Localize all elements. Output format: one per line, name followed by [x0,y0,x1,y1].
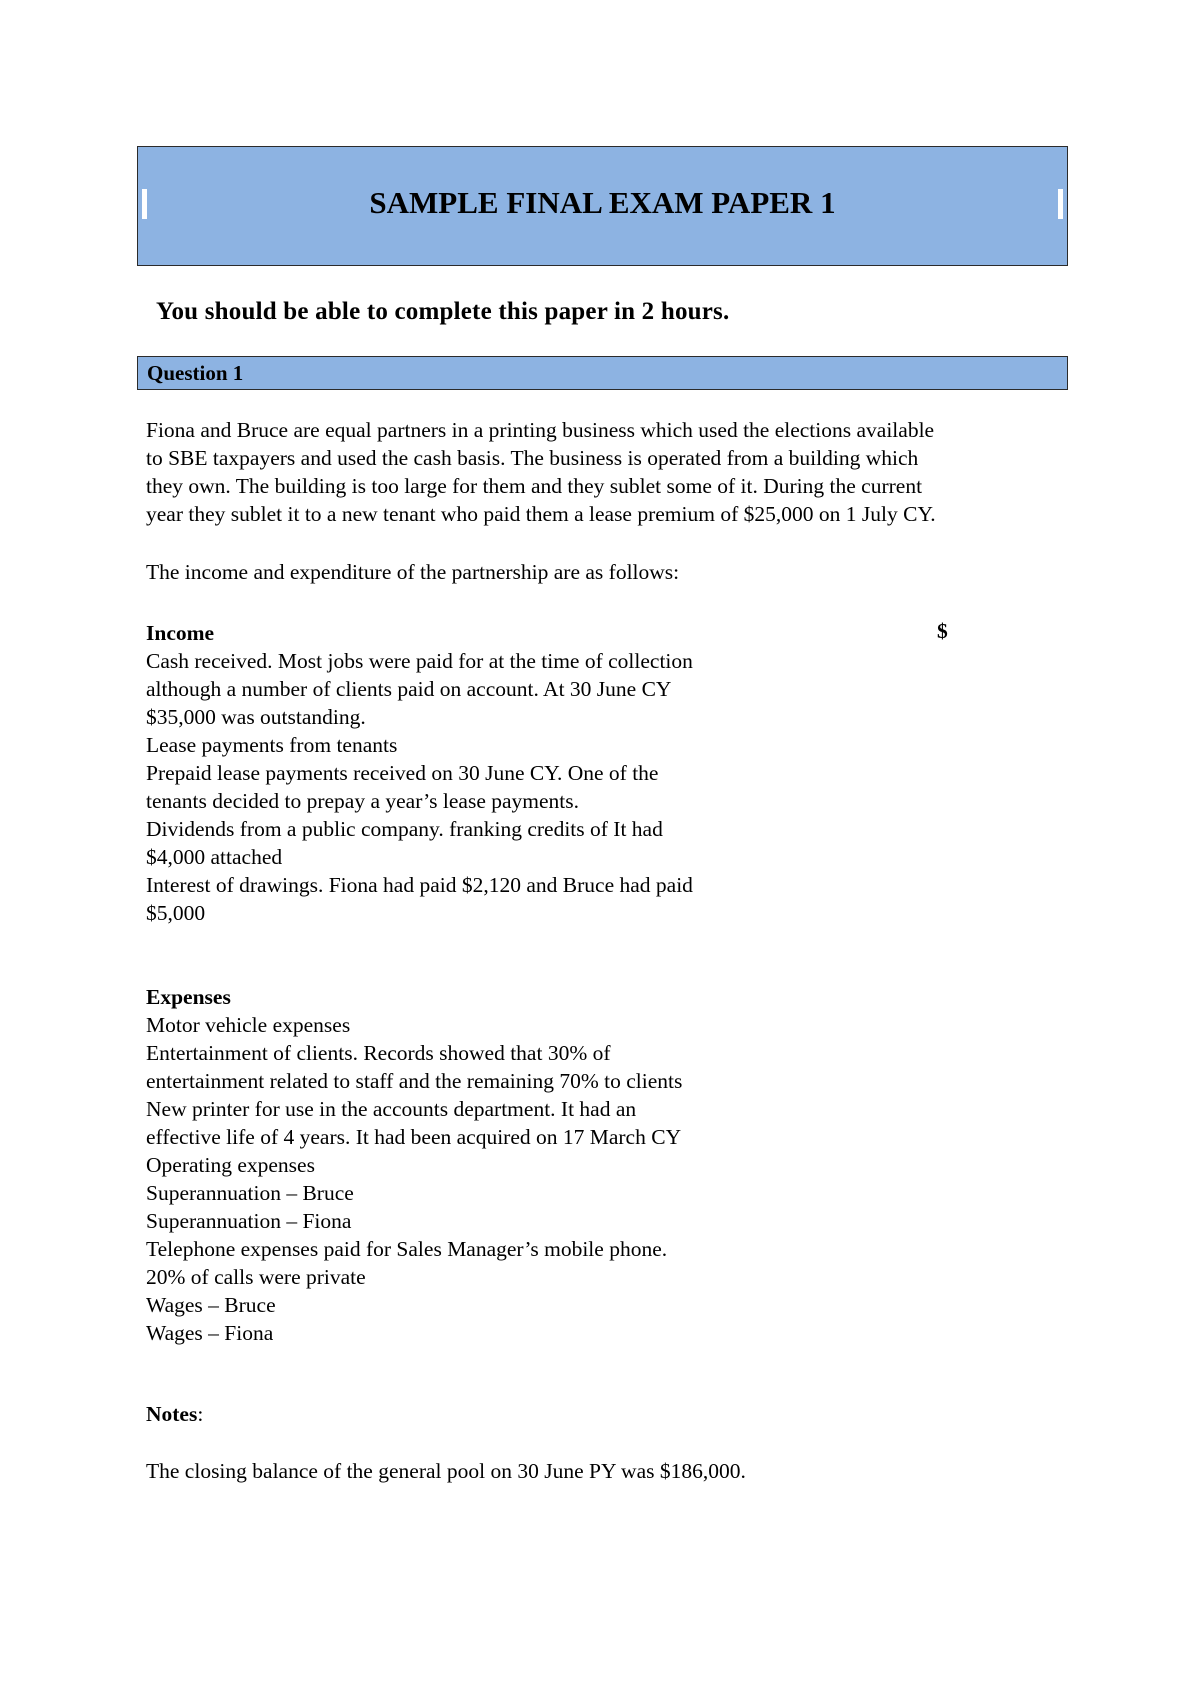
intro-line: year they sublet it to a new tenant who paid them a lease premium of $25,000 on 1 July CY. [146,502,936,526]
notes-text: The closing balance of the general pool on 30 June PY was $186,000. [146,1459,746,1483]
notes-heading-colon: : [197,1402,204,1426]
income-heading: Income [146,621,215,645]
question-label: Question 1 [147,361,244,385]
question-header-bar [137,356,1068,390]
income-line: $5,000 [146,901,206,925]
expense-line: Wages – Fiona [146,1321,274,1345]
expense-line: Telephone expenses paid for Sales Manager’s mobile phone. [146,1237,668,1261]
notes-heading: Notes [146,1402,198,1426]
title-banner [137,146,1068,266]
notes-heading-row [146,1400,1056,1428]
intro-line: to SBE taxpayers and used the cash basis. The business is operated from a building which [146,446,919,470]
currency-column-header: $ [937,619,948,643]
income-section [146,619,1056,927]
income-line: Dividends from a public company. franking credits of It had [146,817,663,841]
time-instruction: You should be able to complete this paper in 2 hours. [156,298,730,325]
expense-line: New printer for use in the accounts department. It had an [146,1097,637,1121]
expense-line: Wages – Bruce [146,1293,276,1317]
statement: The income and expenditure of the partnership are as follows: [146,560,680,584]
expense-line: Motor vehicle expenses [146,1013,351,1037]
expense-line: entertainment related to staff and the remaining 70% to clients [146,1069,683,1093]
income-line: although a number of clients paid on account. At 30 June CY [146,677,672,701]
banner-right-marker [1058,189,1063,219]
page-title: SAMPLE FINAL EXAM PAPER 1 [369,185,836,220]
income-line: tenants decided to prepay a year’s lease payments. [146,789,580,813]
expenses-section [146,983,1056,1347]
expense-line: effective life of 4 years. It had been acquired on 17 March CY [146,1125,682,1149]
income-line: Cash received. Most jobs were paid for at the time of collection [146,649,693,673]
expense-line: Superannuation – Bruce [146,1181,354,1205]
expenses-heading: Expenses [146,985,231,1009]
intro-line: they own. The building is too large for them and they sublet some of it. During the current [146,474,923,498]
income-line: Prepaid lease payments received on 30 June CY. One of the [146,761,659,785]
income-line: Interest of drawings. Fiona had paid $2,120 and Bruce had paid [146,873,693,897]
expense-line: Operating expenses [146,1153,315,1177]
intro-line: Fiona and Bruce are equal partners in a printing business which used the elections available [146,418,935,442]
expense-line: 20% of calls were private [146,1265,366,1289]
intro-paragraph [146,416,1056,528]
expense-line: Entertainment of clients. Records showed that 30% of [146,1041,611,1065]
income-line: $35,000 was outstanding. [146,705,366,729]
income-line: $4,000 attached [146,845,283,869]
income-line: Lease payments from tenants [146,733,398,757]
expense-line: Superannuation – Fiona [146,1209,352,1233]
